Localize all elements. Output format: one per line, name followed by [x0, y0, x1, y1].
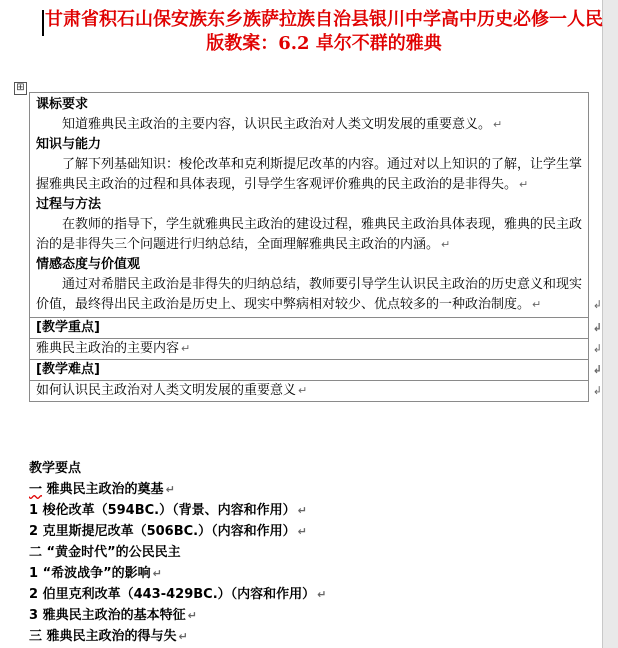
outline-heading: 教学要点 [29, 461, 82, 476]
outline-item: 3 雅典民主政治的基本特征 ↵ [29, 608, 197, 623]
difficulty-label[interactable]: [教学难点] ↲ [30, 360, 588, 381]
values-text: 通过对希腊民主政治是非得失的归纳总结，教师要引导学生认识民主政治的历史意义和现实价值，最终得出民主政治是历史上、现实中弊病相对较少、优点较多的一种政治制度。 ↵ [36, 277, 583, 312]
outline [29, 458, 587, 647]
heading-values: 情感态度与价值观 [36, 257, 141, 272]
lesson-table [29, 92, 602, 402]
outline-item: 2 伯里克利改革（443-429BC.）（内容和作用） ↵ [29, 587, 327, 602]
objectives-cell[interactable]: 课标要求 知道雅典民主政治的主要内容，认识民主政治对人类文明发展的重要意义。 ↵ 知识与能力 了解下列基础知识：梭伦改革和克利斯提尼改革的内容。通过对以上知识的了解，让学生掌握雅典民主政治的过程和具体表现，引导学生客观评价雅典的民主政治的是非得失。 ↵ 过程与方法 在教师的指导下，学生就雅典民主政治的建设过程，雅典民主政治具体表现，雅典的民主政治的是非得失三个问题进行归纳总结，全面理解雅典民主政治的内涵。 ↵ 情感态度与价值观 通过对希腊民主政治是非得失的归纳总结，教师要引导学生认识民主政治的历史意义和现实价值，最终得出民主政治是历史上、现实中弊病相对较少、优点较多的一种政治制度。 ↵ ↲ [30, 93, 588, 318]
difficulty-text[interactable]: 如何认识民主政治对人类文明发展的重要意义 ↵ ↲ [30, 381, 588, 402]
heading-knowledge: 知识与能力 [36, 137, 102, 152]
outline-item: 1 “希波战争”的影响 ↵ [29, 566, 162, 581]
process-text: 在教师的指导下，学生就雅典民主政治的建设过程，雅典民主政治具体表现，雅典的民主政治的是非得失三个问题进行归纳总结，全面理解雅典民主政治的内涵。 ↵ [36, 217, 583, 252]
outline-item: 2 克里斯提尼改革（506BC.）（内容和作用） ↵ [29, 524, 307, 539]
scrollbar[interactable] [602, 0, 618, 648]
standards-text: 知道雅典民主政治的主要内容，认识民主政治对人类文明发展的重要意义。 ↵ [62, 117, 503, 132]
outline-item: 1 梭伦改革（594BC.）（背景、内容和作用） ↵ [29, 503, 307, 518]
outline-item: 一 雅典民主政治的奠基 ↵ [29, 482, 175, 497]
knowledge-text: 了解下列基础知识：梭伦改革和克利斯提尼改革的内容。通过对以上知识的了解，让学生掌握雅典民主政治的过程和具体表现，引导学生客观评价雅典的民主政治的是非得失。 ↵ [36, 157, 583, 192]
outline-item: 二 “黄金时代”的公民民主 [29, 545, 181, 560]
document-title: 甘肃省积石山保安族东乡族萨拉族自治县银川中学高中历史必修一人民版教案：6.2 卓尔不群的雅典 [45, 9, 603, 54]
key-point-text[interactable]: 雅典民主政治的主要内容 ↵ ↲ [30, 339, 588, 360]
key-point-label[interactable]: [教学重点] ↲ [30, 318, 588, 339]
table-move-handle-icon[interactable]: ⊞ [14, 82, 27, 95]
heading-standards: 课标要求 [36, 97, 89, 112]
heading-process: 过程与方法 [36, 197, 102, 212]
outline-item: 三 雅典民主政治的得与失 ↵ [29, 629, 188, 644]
